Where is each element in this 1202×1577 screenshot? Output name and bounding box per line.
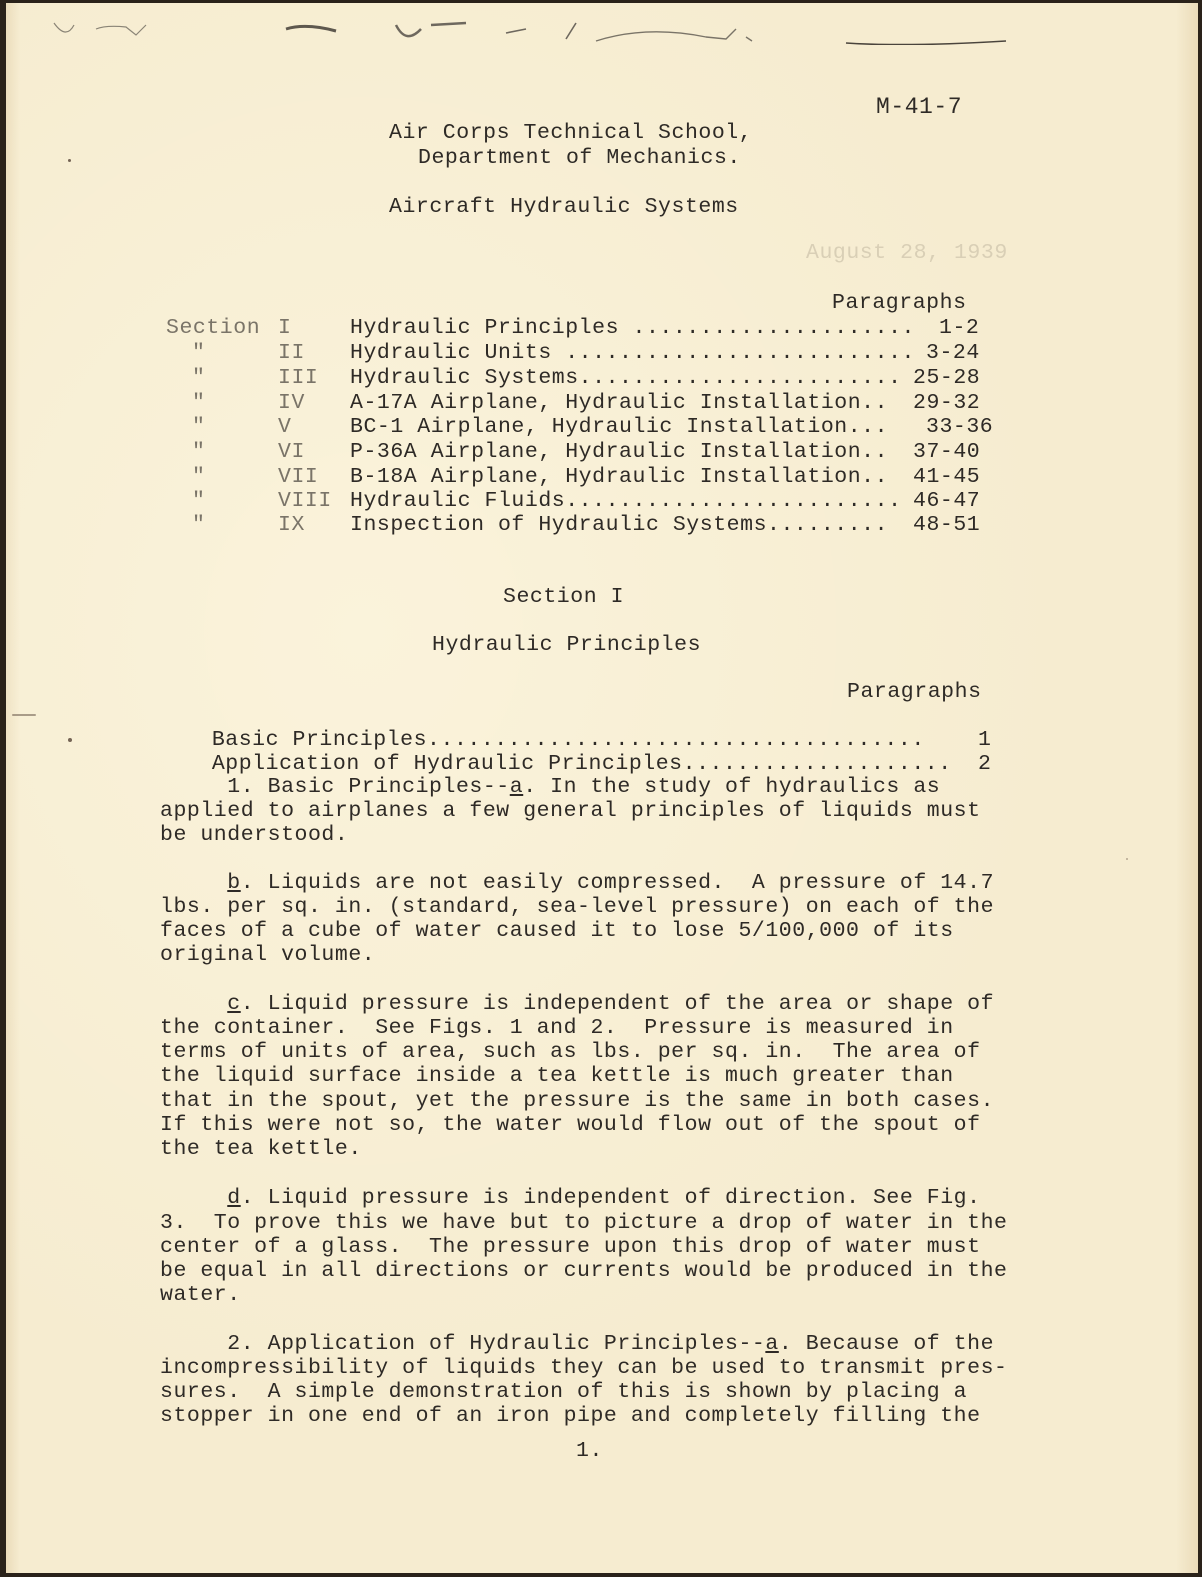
subparagraph-letter: c [227, 992, 241, 1016]
toc-prefix: Section [166, 316, 261, 340]
text-line: be equal in all directions or currents would be produced in the [160, 1259, 1008, 1283]
toc-prefix: " [192, 489, 206, 513]
ink-speck [68, 159, 71, 162]
text-run: . Liquid pressure is independent of direction. See Fig. [240, 1186, 981, 1210]
toc-row [166, 366, 981, 390]
toc-numeral: IX [278, 513, 305, 537]
toc-title: B-18A Airplane, Hydraulic Installation.. [350, 465, 889, 489]
text-run: . Liquid pressure is independent of the area or shape of [240, 992, 995, 1016]
text-line: terms of units of area, such as lbs. per sq. in. The area of [160, 1040, 981, 1064]
toc-paragraphs-header: Paragraphs [832, 291, 967, 315]
text-line: 3. To prove this we have but to picture a drop of water in the [160, 1211, 1008, 1235]
text-line: the tea kettle. [160, 1137, 362, 1161]
section-heading: Section I [503, 585, 625, 609]
text-line: stopper in one end of an iron pipe and completely filling the [160, 1404, 981, 1428]
text-line: that in the spout, yet the pressure is the same in both cases. [160, 1089, 995, 1113]
text-line [160, 775, 940, 799]
subparagraph-letter: d [227, 1186, 241, 1210]
toc-numeral: I [278, 316, 292, 340]
faded-date-stamp: August 28, 1939 [806, 241, 1008, 265]
text-run [160, 992, 227, 1016]
section-toc-title: Basic Principles..................................... [211, 728, 925, 753]
toc-title: Hydraulic Systems........................ [350, 366, 902, 390]
toc-title: P-36A Airplane, Hydraulic Installation.. [350, 440, 889, 464]
toc-prefix: " [192, 465, 206, 489]
section-toc-title: Application of Hydraulic Principles.................... [211, 752, 952, 777]
toc-numeral: V [278, 415, 292, 439]
text-line: the container. See Figs. 1 and 2. Pressure is measured in [160, 1016, 954, 1040]
toc-title: Inspection of Hydraulic Systems......... [350, 513, 889, 537]
institution-name: Air Corps Technical School, [389, 121, 753, 145]
toc-title: A-17A Airplane, Hydraulic Installation.. [350, 391, 889, 415]
text-line: center of a glass. The pressure upon this drop of water must [160, 1235, 981, 1259]
toc-row [166, 465, 981, 489]
page-number: 1. [576, 1439, 603, 1463]
text-run [160, 1186, 227, 1210]
text-run: 1. Basic Principles-- [160, 775, 510, 799]
department-name: Department of Mechanics. [418, 146, 741, 170]
toc-row [166, 391, 981, 415]
toc-prefix: " [192, 366, 206, 390]
text-run: 2. Application of Hydraulic Principles-- [160, 1332, 766, 1356]
toc-title: Hydraulic Principles ..................... [350, 316, 915, 340]
toc-paragraphs: 1-2 [939, 316, 980, 340]
text-line: lbs. per sq. in. (standard, sea-level pressure) on each of the [160, 895, 995, 919]
section-title: Hydraulic Principles [432, 633, 702, 657]
ink-speck [1126, 858, 1128, 860]
document-number: M-41-7 [876, 94, 963, 120]
text-line: faces of a cube of water caused it to lose 5/100,000 of its [160, 919, 954, 943]
text-line: original volume. [160, 943, 376, 967]
toc-title: Hydraulic Units .......................... [350, 341, 915, 365]
toc-row [166, 513, 981, 537]
text-line [160, 1332, 994, 1356]
toc-title: BC-1 Airplane, Hydraulic Installation... [350, 415, 889, 439]
toc-numeral: II [278, 341, 305, 365]
toc-prefix: " [192, 391, 206, 415]
text-run: . Liquids are not easily compressed. A pressure of 14.7 [240, 871, 995, 895]
text-line [160, 871, 994, 895]
toc-row [166, 415, 994, 439]
toc-numeral: IV [278, 391, 305, 415]
toc-paragraphs: 46-47 [913, 489, 981, 513]
subparagraph-letter: a [765, 1332, 779, 1356]
section-toc-paragraph: 2 [978, 752, 992, 777]
toc-prefix: " [192, 440, 206, 464]
toc-row [166, 489, 981, 513]
toc-prefix: " [192, 415, 206, 439]
toc-title: Hydraulic Fluids......................... [350, 489, 902, 513]
text-line: If this were not so, the water would flow out of the spout of [160, 1113, 981, 1137]
text-run: . In the study of hydraulics as [523, 775, 941, 799]
text-line [160, 1186, 981, 1210]
text-run: . Because of the [778, 1332, 995, 1356]
text-run [160, 871, 227, 895]
toc-paragraphs: 33-36 [926, 415, 994, 439]
toc-numeral: VI [278, 440, 305, 464]
toc-prefix: " [192, 513, 206, 537]
ink-speck [68, 738, 72, 742]
toc-paragraphs: 29-32 [913, 391, 981, 415]
text-line: applied to airplanes a few general principles of liquids must [160, 799, 981, 823]
toc-paragraphs: 41-45 [913, 465, 981, 489]
toc-paragraphs: 37-40 [913, 440, 981, 464]
document-page [6, 3, 1198, 1573]
document-title: Aircraft Hydraulic Systems [389, 195, 739, 219]
section-toc-paragraph: 1 [978, 728, 992, 753]
text-line: the liquid surface inside a tea kettle is much greater than [160, 1064, 954, 1088]
toc-numeral: III [278, 366, 319, 390]
toc-row [166, 440, 981, 464]
text-line: water. [160, 1283, 241, 1307]
subparagraph-letter: b [227, 871, 241, 895]
toc-numeral: VII [278, 465, 319, 489]
toc-row [166, 341, 980, 365]
margin-mark [12, 714, 36, 716]
text-line [160, 992, 994, 1016]
text-line: sures. A simple demonstration of this is shown by placing a [160, 1380, 968, 1404]
subparagraph-letter: a [509, 775, 524, 799]
toc-paragraphs: 3-24 [926, 341, 980, 365]
section-toc-header: Paragraphs [847, 680, 982, 704]
text-line: incompressibility of liquids they can be used to transmit pres- [160, 1356, 1008, 1380]
toc-row [166, 316, 980, 340]
toc-paragraphs: 48-51 [913, 513, 981, 537]
text-line: be understood. [160, 823, 349, 847]
pencil-scribble-marks [46, 15, 1046, 45]
toc-paragraphs: 25-28 [913, 366, 981, 390]
toc-prefix: " [192, 341, 206, 365]
toc-numeral: VIII [278, 489, 332, 513]
